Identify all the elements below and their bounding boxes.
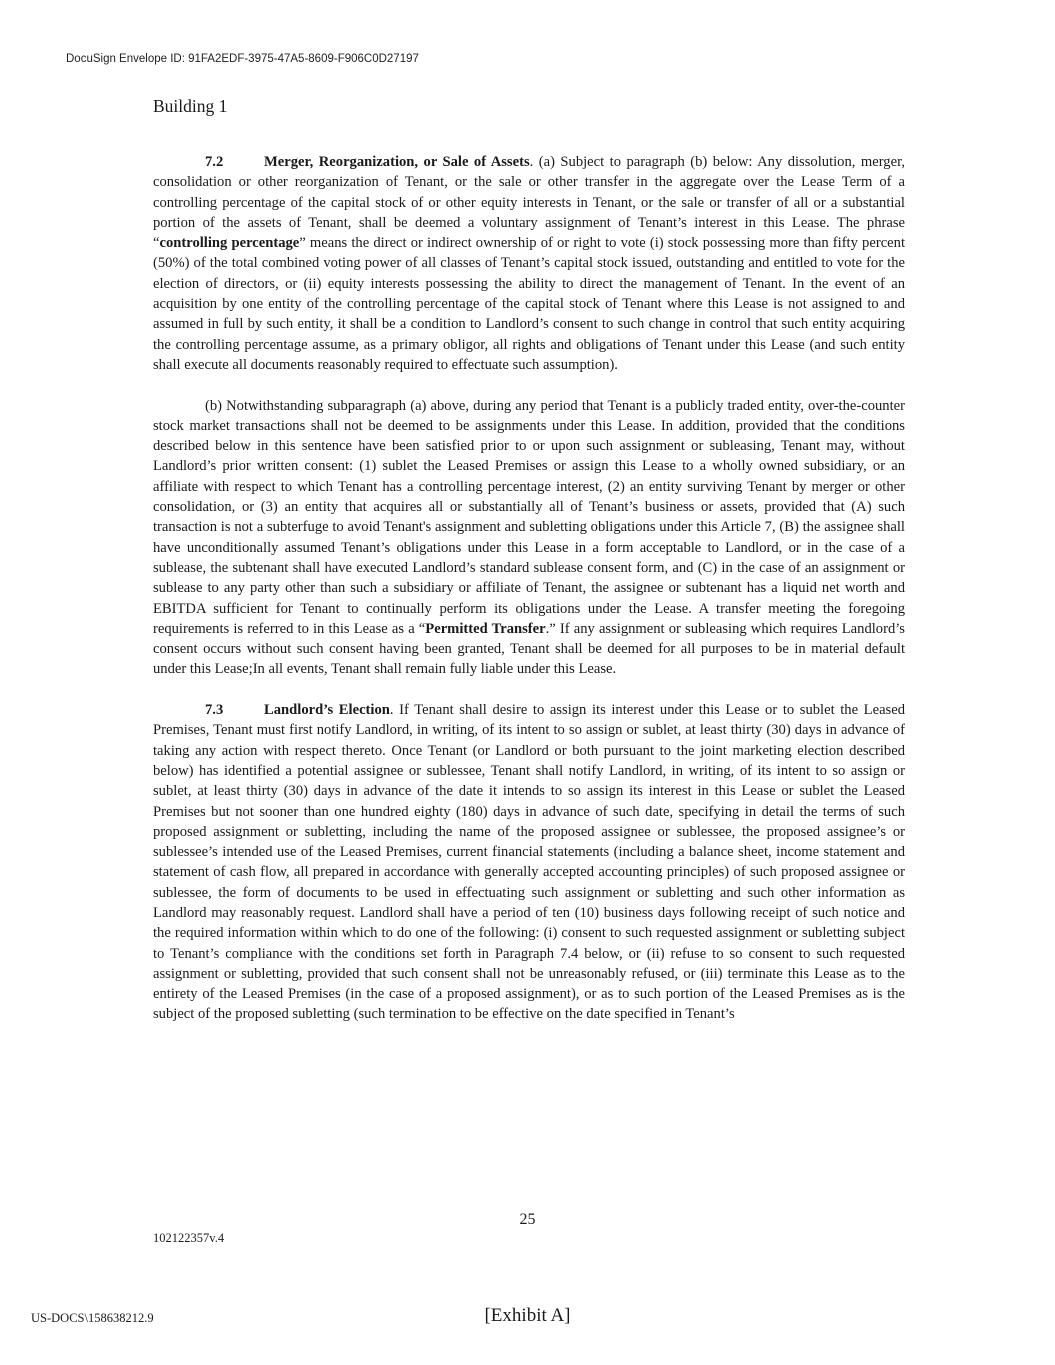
section-7-2-text-b2: .” If any assignment or subleasing which requires Landlord’s consent occurs without such consent having been granted, Tenant shall be deemed for all purposes to be in material default under this Lease;In all events, Tenant shall remain fully liable under this Lease. bbox=[153, 620, 905, 678]
section-7-3-text: . If Tenant shall desire to assign its interest under this Lease or to sublet the Leased Premises, Tenant must first notify Landlord, in writing, of its intent to so assign or sublet, at least thirty (30) days in advance of taking any action with respect thereto. Once Tenant (or Landlord or both pursuant to the joint marketing election described below) has identified a potential assignee or sublessee, Tenant shall notify Landlord, in writing, of its intent to so assign or sublet, at least thirty (30) days in advance of the date it intends to so assign its interest in this Lease or sublet the Leased Premises but not sooner than one hundred eighty (180) days in advance of such date, specifying in detail the terms of such proposed assignment or subletting, including the name of the proposed assignee or sublessee, the proposed assignee’s or sublessee’s intended use of the Leased Premises, current financial statements (including a balance sheet, income statement and statement of cash flow, all prepared in accordance with generally accepted accounting principles) of such proposed assignee or sublessee, the form of documents to be used in effectuating such assignment or subletting and such other information as Landlord may reasonably request. Landlord shall have a period of ten (10) business days following receipt of such notice and the required information within which to do one of the following: (i) consent to such requested assignment or subletting subject to Tenant’s compliance with the conditions set forth in Paragraph 7.4 below, or (ii) refuse to so consent to such requested assignment or subletting, provided that such consent shall not be unreasonably refused, or (iii) terminate this Lease as to the entirety of the Leased Premises (in the case of a proposed assignment), or as to such portion of the Leased Premises as is the subject of the proposed subletting (such termination to be effective on the date specified in Tenant’s bbox=[153, 702, 905, 1023]
section-7-3-title: Landlord’s Election bbox=[264, 702, 390, 719]
section-7-2-text-a1: . (a) Subject to paragraph (b) below: Any dissolution, merger, consolidation or other reorganization of Tenant, or the sale or other transfer in the aggregate over the Lease Term of a controlling percentage of the capital stock of or other equity interests in Tenant, or the sale or transfer of all or a substantial portion of the assets of Tenant, shall be deemed a voluntary assignment of Tenant’s interest in this Lease. The phrase “ bbox=[153, 154, 906, 252]
footer-doc-id: US-DOCS\158638212.9 bbox=[31, 1311, 154, 1325]
building-heading: Building 1 bbox=[153, 96, 228, 116]
section-7-3-paragraph bbox=[153, 700, 905, 1025]
section-7-2-text-a2: ” means the direct or indirect ownership of or right to vote (i) stock possessing more than fifty percent (50%) of the total combined voting power of all classes of Tenant’s capital stock issued, outstanding and entitled to vote for the election of directors, or (ii) equity interests possessing the ability to direct the management of Tenant. In the event of an acquisition by one entity of the controlling percentage of the capital stock of Tenant where this Lease is not assigned to and assumed in full by such entity, it shall be a condition to Landlord’s consent to such change in control that such entity acquiring the controlling percentage assume, as a primary obligor, all rights and obligations of Tenant under this Lease (and such entity shall execute all documents reasonably required to effectuate such assumption). bbox=[153, 235, 906, 373]
section-7-2-number: 7.2 bbox=[205, 154, 224, 170]
section-7-2-paragraph-a bbox=[153, 152, 905, 375]
section-7-3-number: 7.3 bbox=[205, 702, 224, 719]
section-7-2-text-b1: (b) Notwithstanding subparagraph (a) above, during any period that Tenant is a publicly traded entity, over-the-counter stock market transactions shall not be deemed to be assignments under this Lease. In addition, provided that the conditions described below in this sentence have been satisfied prior to or upon such assignment or subleasing, Tenant may, without Landlord’s prior written consent: (1) sublet the Leased Premises or assign this Lease to a wholly owned subsidiary, or an affiliate with respect to which Tenant has a controlling percentage interest, (2) an entity surviving Tenant by merger or other consolidation, or (3) an entity that acquires all or substantially all of Tenant’s business or assets, provided that (A) such transaction is not a subterfuge to avoid Tenant's assignment and subletting obligations under this Article 7, (B) the assignee shall have unconditionally assumed Tenant’s obligations under this Lease in a form acceptable to Landlord, or in the case of a sublease, the subtenant shall have executed Landlord’s standard sublease consent form, and (C) in the case of an assignment or sublease to any party other than such a subsidiary or affiliate of Tenant, the assignee or subtenant has a liquid net worth and EBITDA sufficient for Tenant to continually perform its obligations under the Lease. A transfer meeting the foregoing requirements is referred to in this Lease as a “ bbox=[153, 397, 905, 637]
docusign-envelope-id: DocuSign Envelope ID: 91FA2EDF-3975-47A5-8609-F906C0D27197 bbox=[66, 53, 419, 65]
term-controlling-percentage: controlling percentage bbox=[159, 235, 300, 252]
term-permitted-transfer: Permitted Transfer bbox=[425, 620, 546, 637]
page-number: 25 bbox=[519, 1211, 536, 1228]
lease-body bbox=[153, 152, 905, 1045]
section-7-2-paragraph-b bbox=[153, 396, 905, 680]
document-version: 102122357v.4 bbox=[153, 1231, 225, 1245]
footer-exhibit-label: [Exhibit A] bbox=[484, 1305, 571, 1326]
section-7-2-title: Merger, Reorganization, or Sale of Assets bbox=[264, 154, 530, 170]
